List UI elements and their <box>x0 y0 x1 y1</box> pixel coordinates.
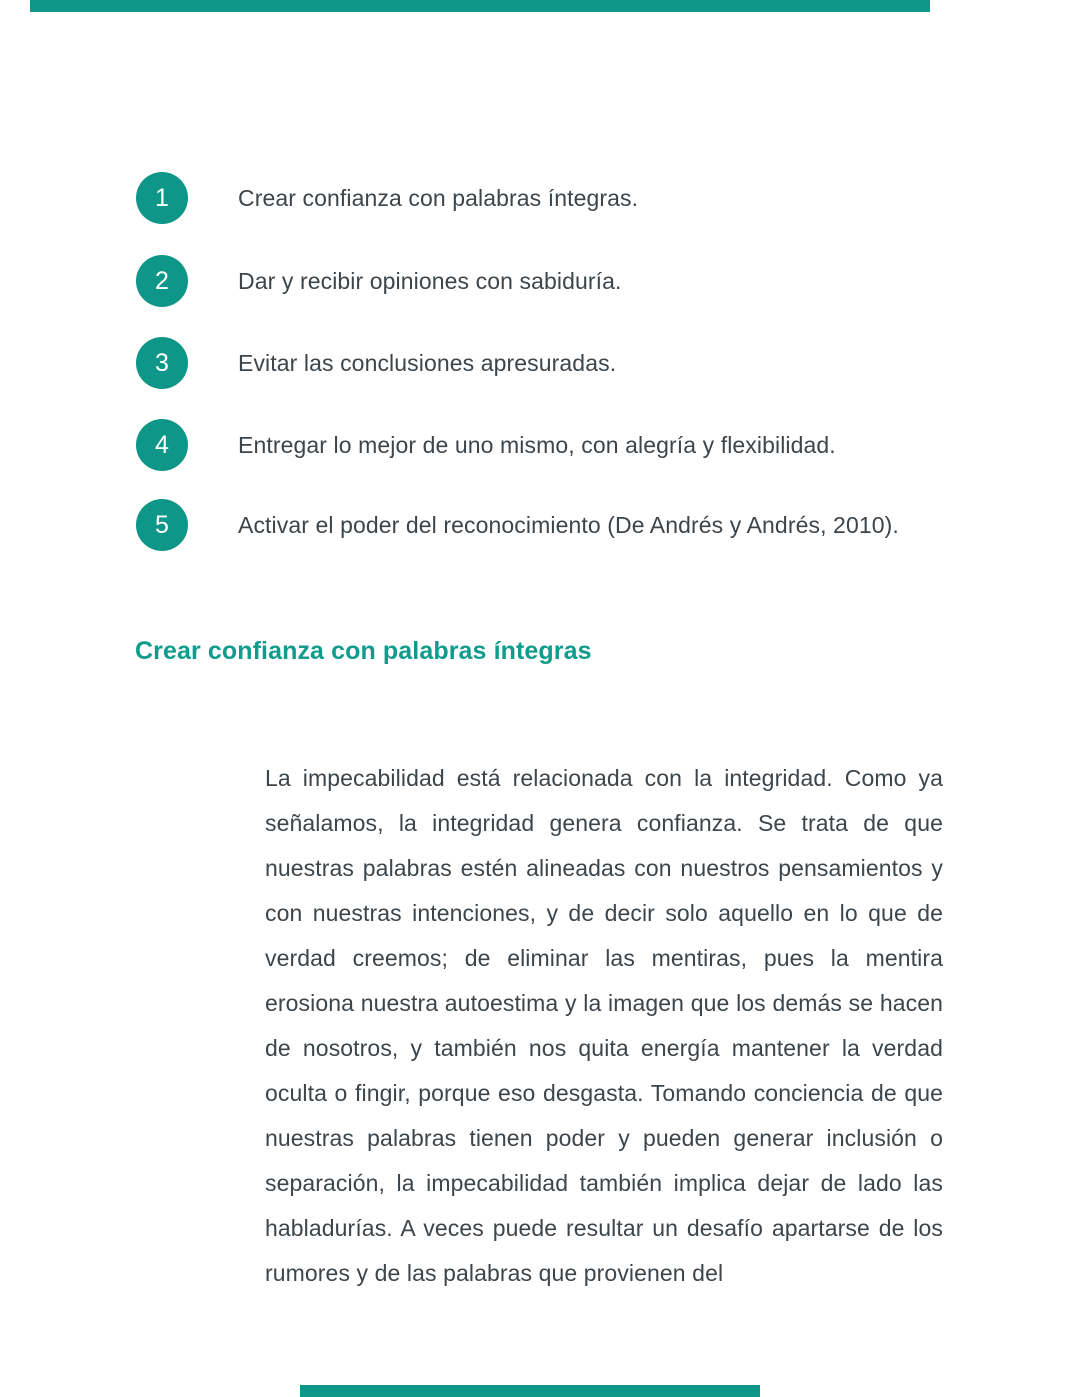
list-item <box>136 337 1016 389</box>
list-item-number-badge: 2 <box>136 255 188 307</box>
list-item-text: Dar y recibir opiniones con sabiduría. <box>238 267 622 294</box>
list-item-text: Crear confianza con palabras íntegras. <box>238 184 639 211</box>
list-item-number-badge: 3 <box>136 337 188 389</box>
list-item <box>136 499 1016 551</box>
list-item-text: Evitar las conclusiones apresuradas. <box>238 349 617 376</box>
list-item-text: Activar el poder del reconocimiento (De Andrés y Andrés, 2010). <box>238 511 899 538</box>
section-heading: Crear confianza con palabras íntegras <box>135 637 592 665</box>
list-item <box>136 255 1016 307</box>
list-item-text: Entregar lo mejor de uno mismo, con alegría y flexibilidad. <box>238 431 836 458</box>
list-item <box>136 419 1016 471</box>
list-item-number-badge: 5 <box>136 499 188 551</box>
list-item <box>136 172 1016 224</box>
body-paragraph: La impecabilidad está relacionada con la integridad. Como ya señalamos, la integridad genera confianza. Se trata de que nuestras palabras estén alineadas con nuestros pensamientos y con nuestras intenciones, y de decir solo aquello en lo que de verdad creemos; de eliminar las mentiras, pues la mentira erosiona nuestra autoestima y la imagen que los demás se hacen de nosotros, y también nos quita energía mantener la verdad oculta o fingir, porque eso desgasta. Tomando conciencia de que nuestras palabras tienen poder y pueden generar inclusión o separación, la impecabilidad también implica dejar de lado las habladurías. A veces puede resultar un desafío apartarse de los rumores y de las palabras que provienen del <box>265 765 943 1286</box>
list-item-number-badge: 1 <box>136 172 188 224</box>
top-accent-bar <box>30 0 930 12</box>
list-item-number-badge: 4 <box>136 419 188 471</box>
bottom-accent-bar <box>300 1385 760 1397</box>
